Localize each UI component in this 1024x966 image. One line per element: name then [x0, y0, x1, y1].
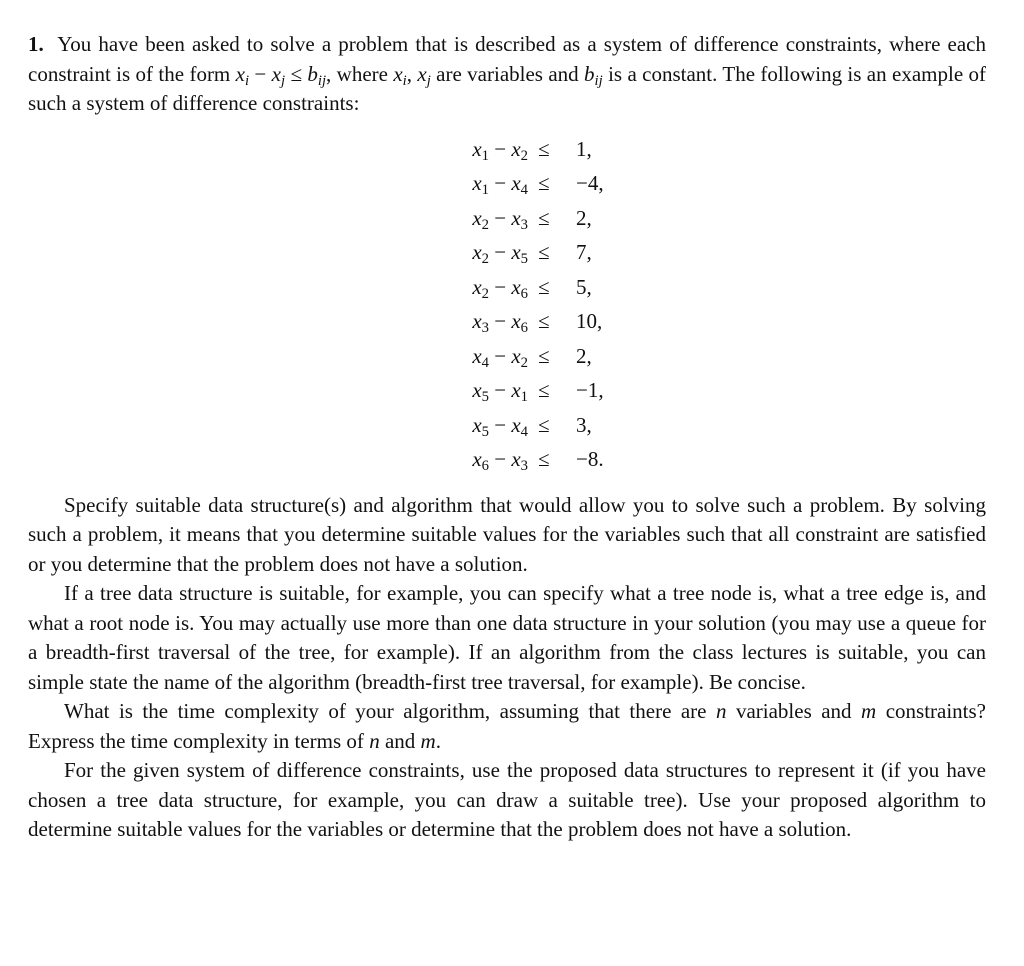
problem-page	[28, 30, 986, 845]
constraint-lhs: $x_4 - x_2$	[472, 343, 528, 371]
constraint-lhs: $x_5 - x_4$	[472, 412, 528, 440]
constraint-rhs: −8.	[576, 447, 604, 471]
constraint-relation: ≤	[538, 240, 550, 264]
constraint-rhs: 3,	[576, 412, 592, 437]
constraint-lhs: $x_5 - x_1$	[472, 378, 528, 405]
constraint-rhs: 10,	[576, 309, 603, 333]
constraint-row	[28, 206, 986, 240]
constraint-rhs: −1,	[576, 378, 604, 402]
problem-intro	[28, 30, 986, 119]
intro-text-2: , where	[326, 61, 394, 86]
constraint-rhs: 1,	[576, 136, 592, 161]
constraint-lhs: $x_3 - x_6$	[472, 309, 528, 336]
constraint-rhs: 2,	[576, 343, 592, 368]
constraint-rhs: 2,	[576, 205, 592, 230]
constraint-row	[28, 344, 986, 378]
constraint-relation: ≤	[538, 343, 550, 368]
constraint-row	[28, 309, 986, 343]
constraint-relation: ≤	[538, 136, 550, 161]
paragraph-complexity: What is the time complexity of your algorithm, assuming that there are n variables and m constraints? Express the time complexity in terms of n and m.	[28, 699, 986, 753]
instructions	[28, 491, 986, 845]
constraint-row	[28, 240, 986, 274]
constraint-row	[28, 447, 986, 481]
constraint-system	[28, 137, 986, 479]
constraint-lhs: $x_1 - x_4$	[472, 171, 528, 198]
variables-symbols: $x_i$, $x_j$	[393, 61, 431, 89]
constraint-form: $x_i - x_j \le b_{ij}$	[235, 61, 327, 89]
paragraph-data-structures: Specify suitable data structure(s) and algorithm that would allow you to solve such a problem. By solving such a problem, it means that you determine suitable values for the variables such that all constraint are satisfied or you determine that the problem does not have a solution.	[28, 492, 986, 576]
constraint-lhs: $x_6 - x_3$	[472, 447, 528, 474]
paragraph-apply: For the given system of difference constraints, use the proposed data structures to represent it (if you have chosen a tree data structure, for example, you can draw a suitable tree). Use your proposed algorithm to determine suitable values for the variables or determine that the problem does not have a solution.	[28, 758, 986, 841]
constraint-relation: ≤	[538, 309, 550, 333]
constraint-lhs: $x_1 - x_2$	[472, 136, 528, 164]
constraint-row	[28, 137, 986, 171]
constraint-rhs: −4,	[576, 171, 604, 195]
constraint-row	[28, 378, 986, 412]
constant-symbol: $b_{ij}$	[584, 61, 603, 89]
constraint-relation: ≤	[538, 378, 550, 402]
paragraph-tree-hint: If a tree data structure is suitable, for example, you can specify what a tree node is, what a tree edge is, and what a root node is. You may actually use more than one data structure in your solution (you may use a queue for a breadth-first traversal of the tree, for example). If an algorithm from the class lectures is suitable, you can simple state the name of the algorithm (breadth-first tree traversal, for example). Be concise.	[28, 581, 986, 694]
constraint-lhs: $x_2 - x_6$	[472, 274, 528, 302]
constraint-row	[28, 275, 986, 309]
problem-number: 1.	[28, 32, 44, 56]
constraint-lhs: $x_2 - x_5$	[472, 240, 528, 267]
intro-text-1: You have been asked to solve a problem that is described as a system of difference constraints, where each constraint is of the form	[28, 32, 986, 86]
constraint-relation: ≤	[538, 171, 550, 195]
constraint-rhs: 7,	[576, 240, 592, 264]
intro-text-3: are variables and	[430, 61, 585, 86]
constraint-relation: ≤	[538, 205, 550, 230]
intro-text-4: is a constant. The following is an example of such a system of difference constraints:	[28, 61, 986, 115]
constraint-relation: ≤	[538, 412, 550, 437]
constraint-row	[28, 413, 986, 447]
constraint-relation: ≤	[538, 447, 550, 471]
constraint-relation: ≤	[538, 274, 550, 299]
constraint-lhs: $x_2 - x_3$	[472, 205, 528, 233]
constraint-row	[28, 171, 986, 205]
constraint-rhs: 5,	[576, 274, 592, 299]
